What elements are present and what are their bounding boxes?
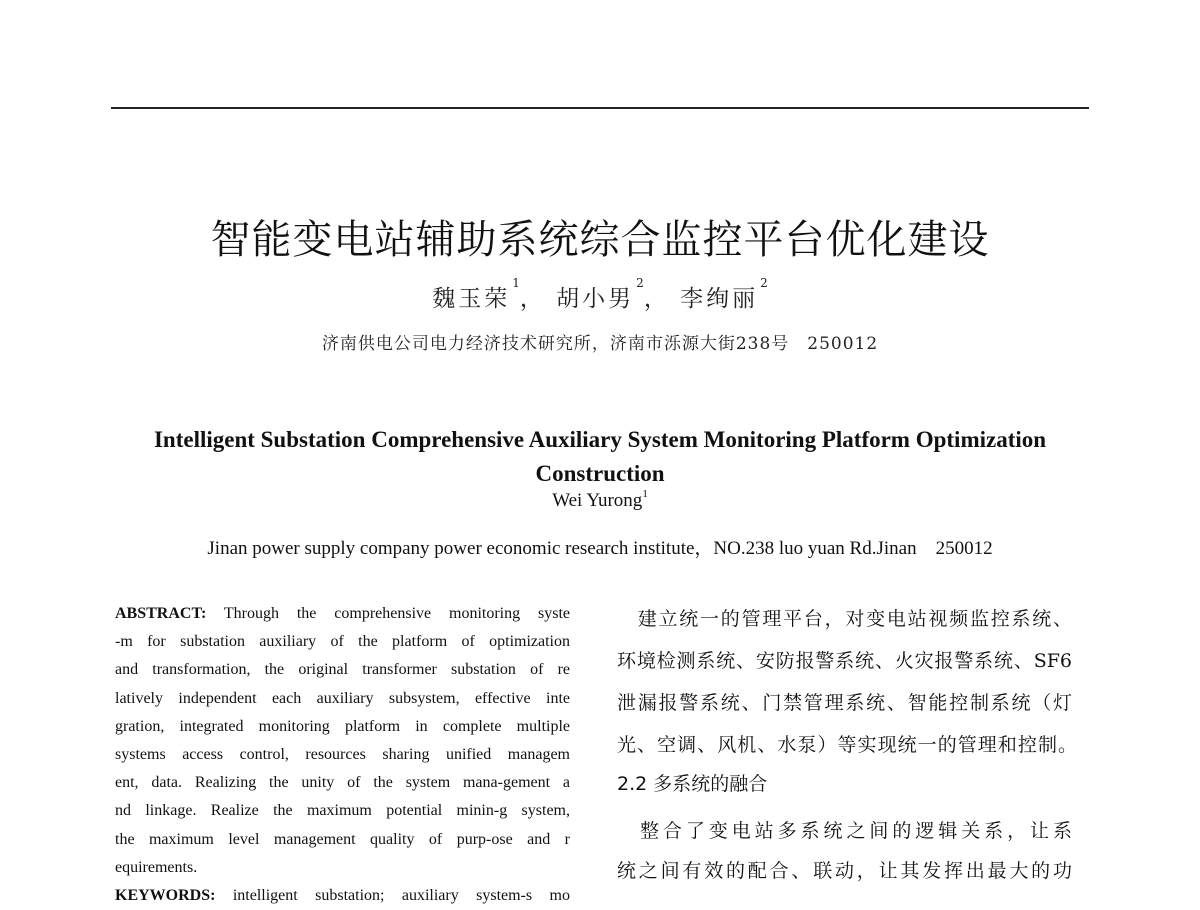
body-text-line: 环境检测系统、安防报警系统、火灾报警系统、SF6 [617, 650, 1072, 672]
author-affiliation-mark: 2 [760, 276, 768, 290]
keywords-line [115, 882, 570, 910]
body-text-line: 泄漏报警系统、门禁管理系统、智能控制系统（灯 [617, 692, 1072, 714]
body-text-line: 统之间有效的配合、联动，让其发挥出最大的功 [617, 860, 1072, 882]
abstract-line: systems access control, resources sharing unified managem [115, 746, 570, 764]
abstract-line: and transformation, the original transformer substation of re [115, 661, 570, 679]
abstract-line: ent, data. Realizing the unity of the system mana-gement a [115, 774, 570, 792]
abstract-line: latively independent each auxiliary subsystem, effective inte [115, 689, 570, 707]
english-title-line: Construction [535, 461, 665, 486]
body-text-line: 建立统一的管理平台，对变电站视频监控系统、 [617, 608, 1072, 630]
english-author [0, 490, 1200, 512]
author-affiliation-mark: 2 [636, 276, 644, 290]
abstract-line: equirements. [115, 858, 198, 876]
abstract-line: the maximum level management quality of purp-ose and r [115, 830, 570, 848]
keywords-label: KEYWORDS: [115, 887, 216, 905]
author-separator: ， [519, 286, 546, 312]
chinese-title: 智能变电站辅助系统综合监控平台优化建设 [210, 217, 990, 263]
chinese-authors [0, 276, 1200, 313]
keywords-text: intelligent substation; auxiliary system-s mo [215, 887, 570, 905]
header-rule [111, 107, 1089, 109]
english-affiliation: Jinan power supply company power economic research institute，NO.238 luo yuan Rd.Jinan 250012 [207, 538, 993, 559]
english-author-mark: 1 [642, 488, 648, 500]
author-name: 魏玉荣 [432, 286, 511, 312]
abstract-block [115, 600, 570, 910]
english-title [110, 423, 1090, 491]
body-text-line: 光、空调、风机、水泵）等实现统一的管理和控制。 [617, 734, 1077, 756]
abstract-text: Through the comprehensive monitoring syste [206, 605, 570, 622]
chinese-affiliation: 济南供电公司电力经济技术研究所，济南市泺源大街238号 250012 [321, 334, 879, 354]
author-name: 李绚丽 [680, 286, 759, 312]
abstract-line: gration, integrated monitoring platform in complete multiple [115, 717, 570, 735]
english-title-line: Intelligent Substation Comprehensive Auxiliary System Monitoring Platform Optimization [153, 427, 1047, 452]
section-heading: 2.2 多系统的融合 [617, 773, 768, 795]
english-author-name: Wei Yurong [552, 490, 643, 511]
author-affiliation-mark: 1 [512, 276, 520, 290]
abstract-line: -m for substation auxiliary of the platform of optimization [115, 633, 570, 651]
body-text-line: 整合了变电站多系统之间的逻辑关系，让系 [617, 820, 1072, 842]
author-name: 胡小男 [556, 286, 635, 312]
abstract-line [115, 600, 570, 628]
abstract-line: nd linkage. Realize the maximum potential minin-g system, [115, 802, 570, 820]
abstract-label: ABSTRACT: [115, 605, 207, 622]
author-separator: ， [643, 286, 670, 312]
